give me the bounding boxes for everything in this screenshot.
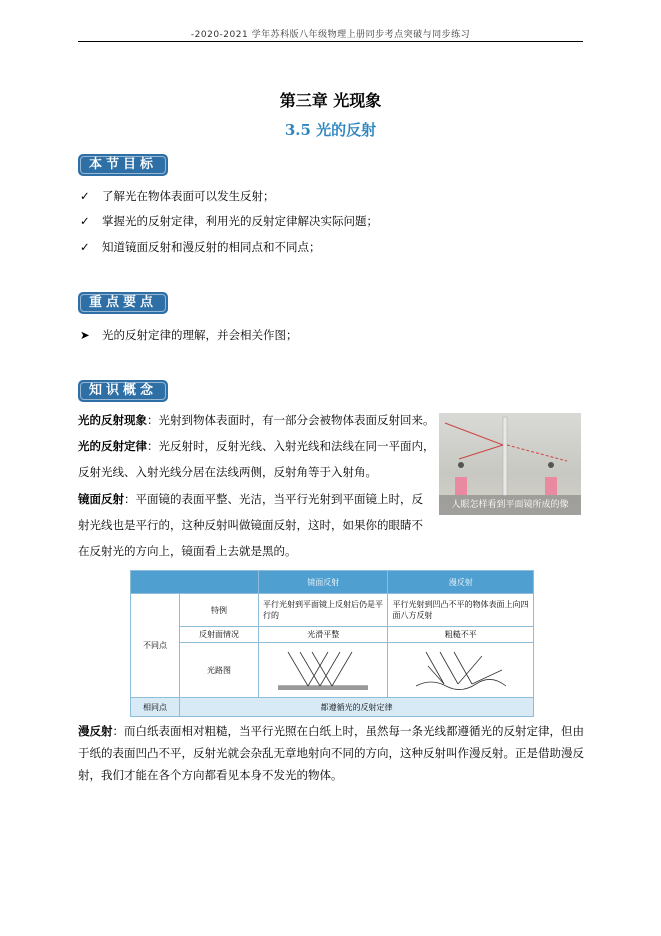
diffuse-text: ：而白纸表面相对粗糙，当平行光照在白纸上时，虽然每一条光线都遵循光的反射定律，但由于纸的表面凹凸不平，反射光就会杂乱无章地射向不同的方向，这种反射叫作漫反射。正是借助漫反射，我们才能在各个方向都看见本身不发光的物体。	[78, 724, 584, 782]
specular-cont-2: 在反射光的方向上，镜面看上去就是黑的。	[78, 544, 297, 558]
goal-item	[80, 213, 378, 229]
arrow-bullet-icon: ➤	[80, 328, 90, 342]
comparison-table	[130, 570, 534, 717]
cell-mirror-case: 平行光射到平面镜上反射后仍是平行的	[259, 594, 388, 627]
page-header: -2020-2021 学年苏科版八年级物理上册同步考点突破与同步练习	[190, 30, 471, 40]
specular-reflection-diagram	[268, 646, 378, 692]
cell-same: 都遵循光的反射定律	[180, 698, 534, 717]
group-label-diff: 不同点	[131, 594, 180, 698]
diffuse-reflection-diagram	[406, 646, 516, 692]
section-title: 3.5 光的反射	[284, 121, 377, 139]
mirror-ray-diagram	[259, 643, 388, 698]
reflection-law: 光的反射定律：光反射时，反射光线、入射光线和法线在同一平面内，	[78, 439, 435, 453]
cell-mirror-surface: 光滑平整	[259, 627, 388, 643]
col-header-mirror: 镜面反射	[259, 571, 388, 594]
specular-reflection: 镜面反射：平面镜的表面平整、光洁，当平行光射到平面镜上时，反	[78, 492, 423, 506]
table-corner	[131, 571, 259, 594]
term: 镜面反射	[78, 492, 124, 506]
diffuse-ray-diagram	[388, 643, 534, 698]
keypoint-item	[80, 327, 298, 343]
knowledge-tag: 知识概念	[78, 380, 168, 402]
mirror-photo	[439, 413, 581, 515]
goal-text: 知道镜面反射和漫反射的相同点和不同点；	[102, 240, 321, 254]
term: 漫反射	[78, 724, 113, 738]
group-label-same: 相同点	[131, 698, 180, 717]
goal-item	[80, 188, 275, 204]
row-label-diagram: 光路图	[180, 643, 259, 698]
diffuse-reflection-paragraph	[78, 720, 586, 786]
goal-item	[80, 239, 321, 255]
specular-cont-1: 射光线也是平行的，这种反射叫做镜面反射，这时，如果你的眼睛不	[78, 518, 423, 532]
keypoints-tag: 重点要点	[78, 292, 168, 314]
goals-tag: 本节目标	[78, 154, 168, 176]
goal-text: 掌握光的反射定律，利用光的反射定律解决实际问题；	[102, 214, 378, 228]
reflection-law-cont: 反射光线、入射光线分居在法线两侧，反射角等于入射角。	[78, 465, 377, 479]
chapter-title: 第三章 光现象	[279, 91, 382, 110]
term: 光的反射定律	[78, 439, 147, 453]
check-icon: ✓	[80, 240, 90, 254]
cell-diffuse-surface: 粗糙不平	[388, 627, 534, 643]
check-icon: ✓	[80, 214, 90, 228]
row-label-case: 特例	[180, 594, 259, 627]
term: 光的反射现象	[78, 413, 147, 427]
keypoint-text: 光的反射定律的理解，并会相关作图；	[102, 328, 298, 342]
photo-caption: 人眼怎样看到平面镜所成的像	[439, 495, 581, 515]
col-header-diffuse: 漫反射	[388, 571, 534, 594]
header-divider	[78, 41, 583, 42]
check-icon: ✓	[80, 189, 90, 203]
reflection-phenomenon: 光的反射现象：光射到物体表面时，有一部分会被物体表面反射回来。	[78, 413, 435, 427]
cell-diffuse-case: 平行光射到凹凸不平的物体表面上向四面八方反射	[388, 594, 534, 627]
goal-text: 了解光在物体表面可以发生反射；	[102, 189, 275, 203]
row-label-surface: 反射面情况	[180, 627, 259, 643]
